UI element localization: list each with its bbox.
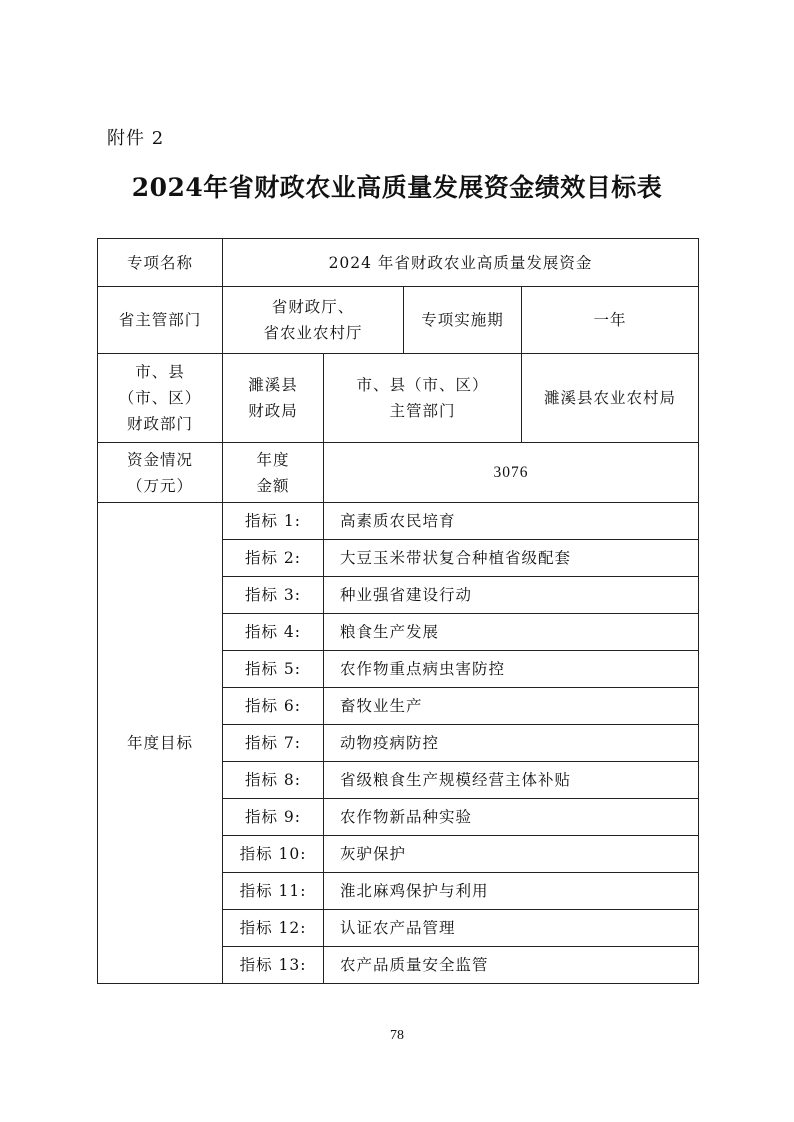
indicator-label: 指标 2:: [223, 540, 324, 577]
dept-value-line1: 省财政厅、: [271, 298, 355, 316]
indicator-value: 畜牧业生产: [324, 688, 699, 725]
indicator-value: 动物疫病防控: [324, 725, 699, 762]
city-dept-label-line2: 主管部门: [389, 402, 456, 420]
funds-label-line2: （万元）: [126, 476, 193, 495]
performance-target-table: [97, 238, 699, 984]
indicator-value: 农作物重点病虫害防控: [324, 651, 699, 688]
special-name-value: 2024 年省财政农业高质量发展资金: [223, 239, 699, 287]
period-label: 专项实施期: [404, 287, 522, 354]
indicator-value: 农作物新品种实验: [324, 799, 699, 836]
annual-goals-label: 年度目标: [98, 503, 223, 984]
city-finance-label: [98, 354, 223, 443]
row-special-name: [98, 239, 699, 287]
indicator-label: 指标 1:: [223, 503, 324, 540]
annual-amount-label-line2: 金额: [256, 476, 290, 495]
indicator-value: 粮食生产发展: [324, 614, 699, 651]
indicator-label: 指标 11:: [223, 873, 324, 910]
dept-label: 省主管部门: [98, 287, 223, 354]
indicator-label: 指标 13:: [223, 947, 324, 984]
period-value: 一年: [522, 287, 699, 354]
city-finance-value: [223, 354, 324, 443]
annual-amount-label-line1: 年度: [256, 450, 290, 469]
city-dept-label: [324, 354, 522, 443]
page-number: 78: [390, 1028, 404, 1043]
dept-value: [223, 287, 404, 354]
page-title: 2024年省财政农业高质量发展资金绩效目标表: [131, 173, 663, 202]
indicator-value: 种业强省建设行动: [324, 577, 699, 614]
funds-label: [98, 443, 223, 503]
indicator-label: 指标 9:: [223, 799, 324, 836]
indicator-value: 淮北麻鸡保护与利用: [324, 873, 699, 910]
indicator-label: 指标 7:: [223, 725, 324, 762]
indicator-value: 灰驴保护: [324, 836, 699, 873]
indicator-label: 指标 4:: [223, 614, 324, 651]
annual-amount-value: 3076: [324, 443, 699, 503]
city-dept-value: 濉溪县农业农村局: [522, 354, 699, 443]
special-name-label: 专项名称: [98, 239, 223, 287]
city-finance-label-line1: 市、县: [135, 363, 185, 381]
funds-label-line1: 资金情况: [126, 450, 193, 469]
annual-amount-label: [223, 443, 324, 503]
indicator-value: 高素质农民培育: [324, 503, 699, 540]
indicator-label: 指标 12:: [223, 910, 324, 947]
dept-value-line2: 省农业农村厅: [263, 324, 363, 342]
city-finance-label-line2: （市、区）: [118, 389, 202, 407]
row-provincial-dept: [98, 287, 699, 354]
city-finance-label-line3: 财政部门: [126, 415, 193, 433]
indicator-label: 指标 3:: [223, 577, 324, 614]
indicator-label: 指标 6:: [223, 688, 324, 725]
indicator-value: 认证农产品管理: [324, 910, 699, 947]
row-funds: [98, 443, 699, 503]
city-finance-value-line1: 濉溪县: [248, 376, 298, 394]
indicator-value: 大豆玉米带状复合种植省级配套: [324, 540, 699, 577]
indicator-label: 指标 5:: [223, 651, 324, 688]
indicator-label: 指标 10:: [223, 836, 324, 873]
indicator-label: 指标 8:: [223, 762, 324, 799]
row-city-finance: [98, 354, 699, 443]
city-dept-label-line1: 市、县（市、区）: [356, 376, 489, 394]
city-finance-value-line2: 财政局: [248, 402, 298, 420]
indicator-value: 省级粮食生产规模经营主体补贴: [324, 762, 699, 799]
indicator-row: [98, 503, 699, 540]
indicator-value: 农产品质量安全监管: [324, 947, 699, 984]
attachment-label: 附件 2: [107, 128, 165, 149]
